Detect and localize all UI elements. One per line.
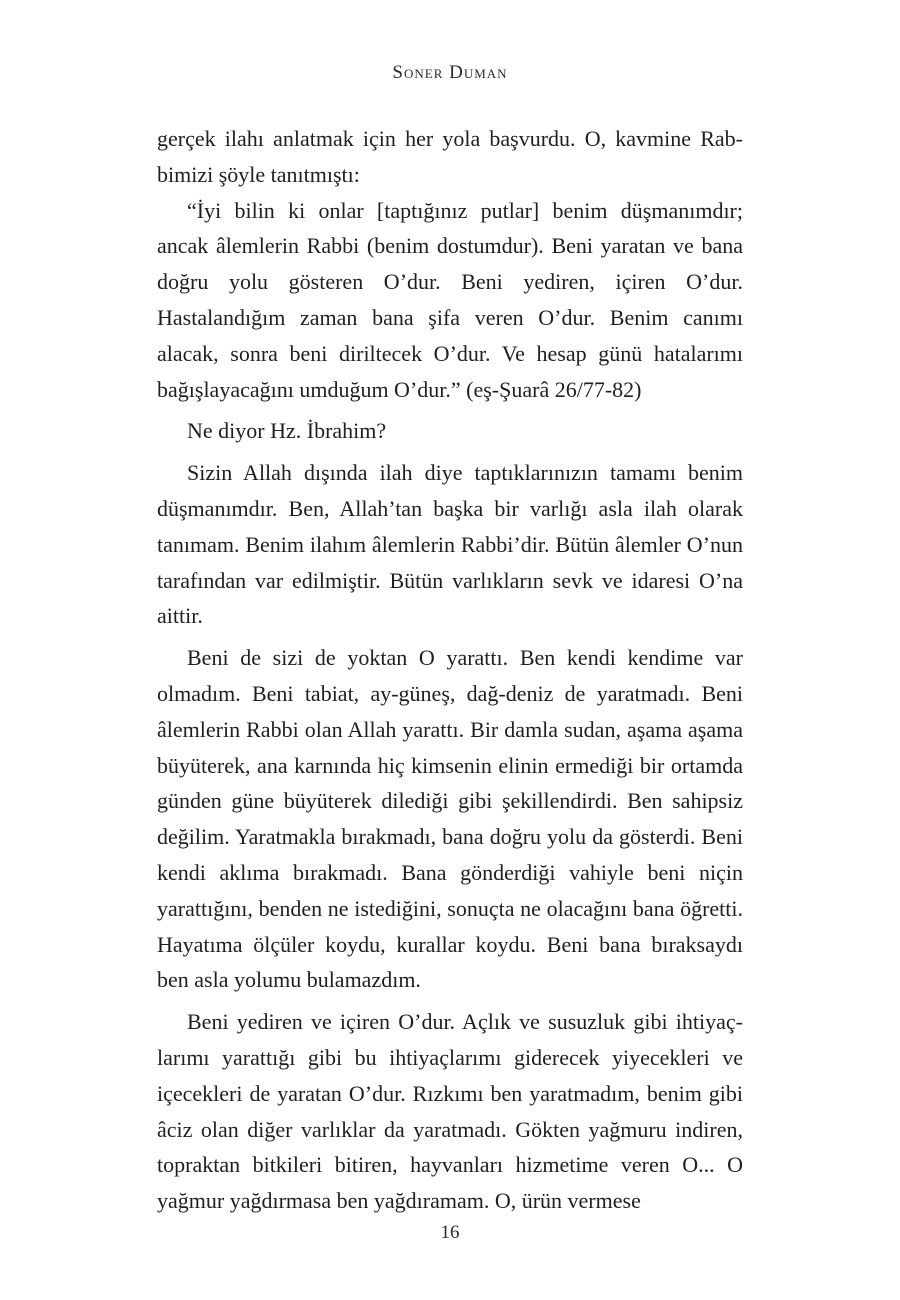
- paragraph-4: Beni de sizi de yoktan O yarattı. Ben kendi kendime var olmadım. Beni tabiat, ay-güneş, dağ-deniz de yaratmadı. Beni âlemlerin Rabbi olan Allah yarattı. Bir damla sudan, aşama aşama büyüterek, ana karnında hiç kimsenin elinin ermediği bir ortamda günden güne büyüterek dilediği gibi şekillendirdi. Ben sahipsiz değilim. Yaratmakla bırakmadı, bana doğru yolu da gösterdi. Beni kendi aklıma bırakmadı. Bana gönderdiği vahiyle beni niçin yarattığını, benden ne istediğini, sonuçta ne olacağını bana öğretti. Hayatıma ölçüler koydu, kurallar koydu. Beni bana bıraksaydı ben asla yolumu bulamazdım.: [157, 645, 743, 993]
- running-head-author: Soner Duman: [392, 62, 508, 83]
- page-number: 16: [440, 1222, 460, 1243]
- paragraph-1: gerçek ilahı anlatmak için her yola başvurdu. O, kavmine Rabbimizi şöyle tanıtmıştı:: [157, 126, 743, 187]
- paragraph-quote: “İyi bilin ki onlar [taptığınız putlar] benim düşmanımdır; ancak âlemlerin Rabbi (benim dostumdur). Beni yaratan ve bana doğru yolu gösteren O’dur. Beni yediren, içiren O’dur. Hastalandığım zaman bana şifa veren O’dur. Benim canımı alacak, sonra beni diriltecek O’dur. Ve hesap günü hatalarımı bağışlayacağını umduğum O’dur.” (eş-Şuarâ 26/77-82): [157, 197, 743, 402]
- paragraph-5: Beni yediren ve içiren O’dur. Açlık ve susuzluk gibi ihtiyaçlarımı yarattığı gibi bu ihtiyaçlarımı giderecek yiyecekleri ve içecekleri de yaratan O’dur. Rızkımı ben yaratmadım, benim gibi âciz olan diğer varlıklar da yaratmadı. Gökten yağmuru indiren, topraktan bitkileri bitiren, hayvanları hizmetime veren O... O yağmur yağdırmasa ben yağdıramam. O, ürün vermese: [157, 1009, 743, 1214]
- body-text: [157, 121, 743, 1219]
- paragraph-question: Ne diyor Hz. İbrahim?: [187, 418, 387, 444]
- paragraph-3: Sizin Allah dışında ilah diye taptıklarınızın tamamı benim düşmanımdır. Ben, Allah’tan başka bir varlığı asla ilah olarak tanımam. Benim ilahım âlemlerin Rabbi’dir. Bütün âlemler O’nun tarafından var edilmiştir. Bütün varlıkların sevk ve idaresi O’na aittir.: [157, 460, 743, 629]
